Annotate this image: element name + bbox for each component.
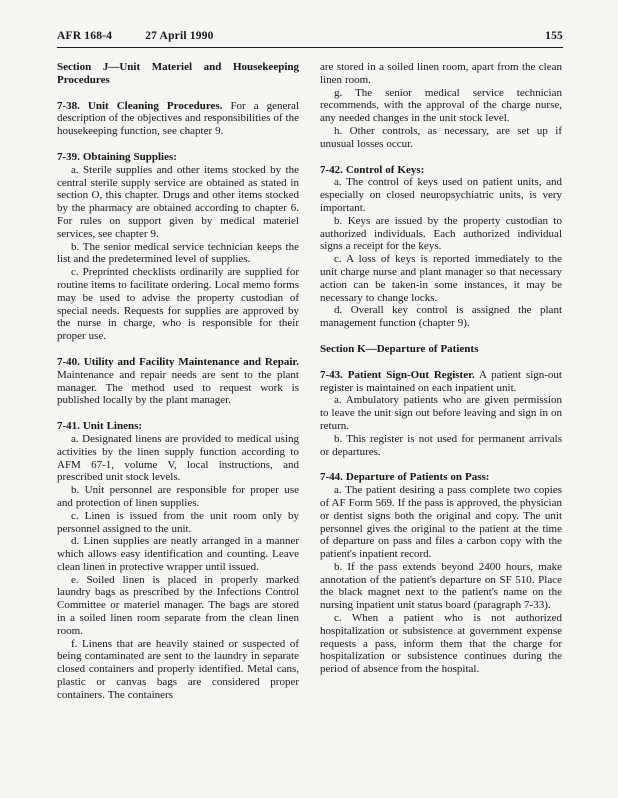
paragraph [320,394,562,432]
paragraph [320,87,562,125]
header-left [57,30,214,42]
paragraph-text: c. When a patient who is not authorized hospitalization or subsistence at government expense requests a pass, inform them that the charge for hospitalization or subsistence continues during the period of absence from the hospital. [320,612,562,676]
paragraph-text: A patient sign-out register is maintained on each inpatient unit. [320,368,562,394]
paragraph-text: are stored in a soiled linen room, apart from the clean linen room. [320,61,562,86]
paragraph-text: b. Keys are issued by the property custodian to authorized individuals. Each authorized individual signs a receipt for the keys. [320,214,562,253]
two-column-body [57,61,563,702]
document-id: AFR 168-4 [57,30,113,42]
paragraph [320,561,562,612]
paragraph [57,574,299,638]
paragraph-text: a. Sterile supplies and other items stocked by the central sterile supply service are obtained as stated in section O, this chapter. Drugs and other items stocked by the pharmacy are obtained according to chapter 6. For rules on support given by medical materiel services, see chapter 9. [57,163,299,240]
paragraph-text: a. The patient desiring a pass complete two copies of AF Form 569. If the pass is approved, the physician or dentist signs both the original and copy. The unit personnel gives the original to the patient at the time of departure on pass and files a carbon copy with the patient's inpatient record. [320,484,562,561]
paragraph [320,125,562,151]
paragraph-lead: 7-41. Unit Linens: [57,420,143,433]
paragraph-text: Section K—Departure of Patients [320,342,479,355]
paragraph-text: b. If the pass extends beyond 2400 hours, make annotation of the patient's departure on SF 510. Place the black magnet next to the patient's name on the nursing inpatient unit status board (paragraph 7-33). [320,560,562,612]
paragraph [320,253,562,304]
paragraph-text: b. This register is not used for permanent arrivals or departures. [320,432,562,458]
paragraph [320,61,562,87]
paragraph [320,484,562,561]
section-heading [320,343,562,356]
paragraph-text: d. Linen supplies are neatly arranged in a manner which allows easy identification and counting. Leave clean linen in protective wrapper until issued. [57,535,299,573]
paragraph-lead: 7-44. Departure of Patients on Pass: [320,471,490,484]
page-number: 155 [545,30,563,42]
paragraph [320,215,562,253]
paragraph [320,612,562,676]
paragraph-text: Section J—Unit Materiel and Housekeeping Procedures [57,61,299,86]
paragraph-text: a. Ambulatory patients who are given permission to leave the unit sign out before leaving and sign in on return. [320,394,562,432]
paragraph [57,510,299,536]
paragraph [320,433,562,459]
numbered-paragraph [57,100,299,138]
paragraph-text: c. Preprinted checklists ordinarily are supplied for routine items to facilitate ordering. Local memo forms may be used to advise the property custodian of special needs. Requests for supplies are approved by the nurse in charge, who is responsible for their proper use. [57,266,299,343]
paragraph-text: b. Unit personnel are responsible for proper use and protection of linen supplies. [57,484,299,509]
paragraph-text: c. A loss of keys is reported immediately to the unit charge nurse and plant manager so that necessary action can be taken-in some instances, it may be necessary to change locks. [320,253,562,304]
numbered-paragraph [57,151,299,164]
page-header [57,30,563,42]
paragraph [320,176,562,214]
paragraph [320,304,562,330]
document-date: 27 April 1990 [145,30,214,42]
paragraph [57,484,299,510]
paragraph-lead: 7-38. Unit Cleaning Procedures. [57,99,223,112]
paragraph [57,433,299,484]
paragraph-text: d. Overall key control is assigned the plant management function (chapter 9). [320,304,562,330]
header-rule [57,47,563,48]
paragraph-lead: 7-43. Patient Sign-Out Register. [320,368,475,381]
paragraph-text: g. The senior medical service technician recommends, with the approval of the charge nurse, any needed changes in the unit stock level. [320,86,562,125]
paragraph [57,266,299,343]
paragraph [57,535,299,573]
numbered-paragraph [57,420,299,433]
left-column [57,61,299,702]
paragraph-text: a. Designated linens are provided to medical using activities by the linen supply function according to AFM 67-1, volume V, local instructions, and prescribed unit stock levels. [57,432,299,484]
paragraph-text: For a general description of the objectives and responsibilities of the housekeeping function, see chapter 9. [57,99,299,138]
paragraph-text: c. Linen is issued from the unit room only by personnel assigned to the unit. [57,509,299,535]
paragraph-lead: 7-39. Obtaining Supplies: [57,150,177,163]
paragraph-text: a. The control of keys used on patient units, and especially on closed neuropsychiatric units, is very important. [320,176,562,214]
right-column [320,61,562,702]
paragraph-lead: 7-40. Utility and Facility Maintenance and Repair. [57,355,299,368]
numbered-paragraph [57,356,299,407]
paragraph-text: e. Soiled linen is placed in properly marked laundry bags as prescribed by the Infections Control Committee or materiel manager. The bags are stored in a soiled linen room separate from the clean linen room. [57,573,299,637]
numbered-paragraph [320,369,562,395]
numbered-paragraph [320,471,562,484]
paragraph-text: f. Linens that are heavily stained or suspected of being contaminated are sent to the laundry in separate closed containers and properly identified. Metal cans, plastic or canvas bags are considered proper containers. The containers [57,637,299,701]
section-heading [57,61,299,87]
paragraph [57,638,299,702]
paragraph-text: Maintenance and repair needs are sent to the plant manager. The method used to request work is published locally by the plant manager. [57,368,299,407]
paragraph-text: h. Other controls, as necessary, are set up if unusual losses occur. [320,124,562,150]
paragraph-lead: 7-42. Control of Keys: [320,163,425,176]
paragraph [57,241,299,267]
numbered-paragraph [320,164,562,177]
paragraph [57,164,299,241]
paragraph-text: b. The senior medical service technician keeps the list and the predetermined level of supplies. [57,240,299,266]
